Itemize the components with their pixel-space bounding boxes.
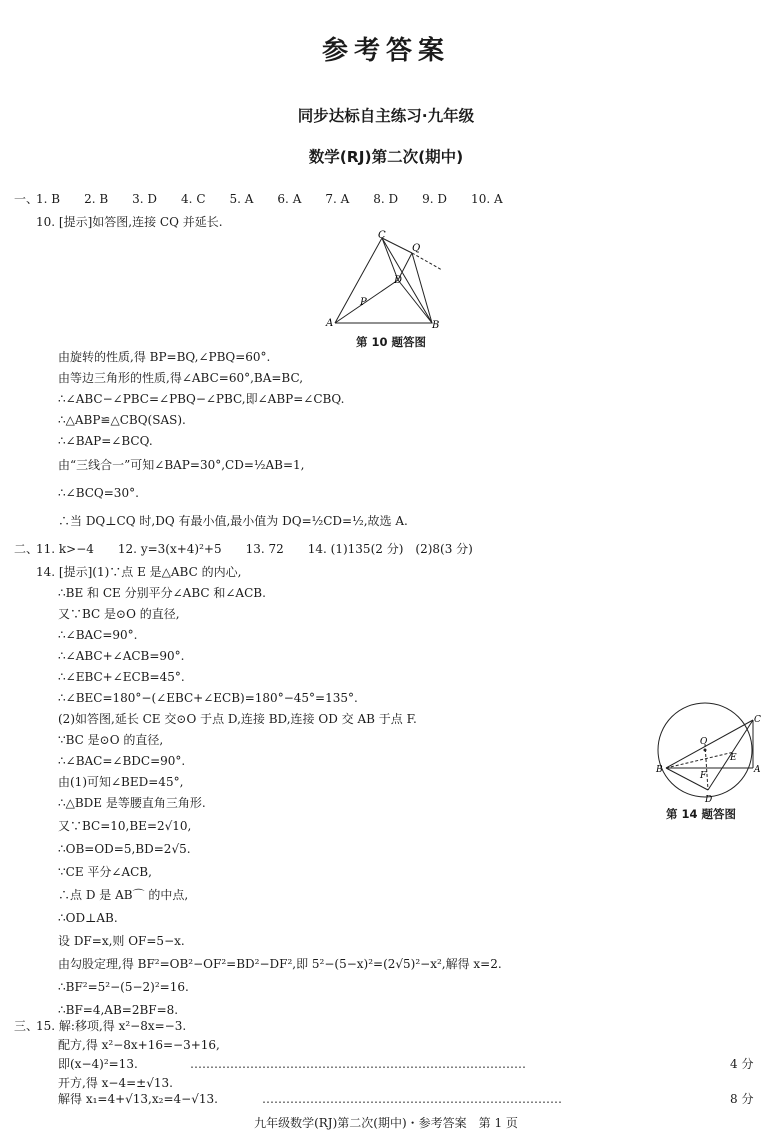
q14-label-b: B xyxy=(656,765,663,775)
q14-line-3: 又∵BC 是⊙O 的直径, xyxy=(58,607,180,621)
q10-line-1: 由旋转的性质,得 BP=BQ,∠PBQ=60°. xyxy=(58,350,271,364)
q15-line-3: 即(x−4)²=13. xyxy=(58,1057,138,1071)
q14-line-15: ∵CE 平分∠ACB, xyxy=(58,865,152,879)
section2-answers: 11. k>−4 12. y=3(x+4)²+5 13. 72 14. (1)135(2 分) (2)8(3 分) xyxy=(36,542,473,556)
section1-prefix: 一、 xyxy=(14,192,39,206)
q10-label-a: A xyxy=(326,318,334,329)
q14-line-7: ∴∠BEC=180°−(∠EBC+∠ECB)=180°−45°=135°. xyxy=(58,691,358,705)
q14-line-5: ∴∠ABC+∠ACB=90°. xyxy=(58,649,185,663)
q14-line-21: ∴BF=4,AB=2BF=8. xyxy=(58,1003,179,1017)
q14-line-10: ∴∠BAC=∠BDC=90°. xyxy=(58,754,186,768)
q14-label-e: E xyxy=(730,753,737,763)
q15-score-1: 4 分 xyxy=(730,1057,754,1071)
page-title: 参考答案 xyxy=(321,36,450,66)
q10-label-q: Q xyxy=(412,243,421,254)
q14-line-6: ∴∠EBC+∠ECB=45°. xyxy=(58,670,185,684)
q14-line-18: 设 DF=x,则 OF=5−x. xyxy=(58,934,185,948)
score-leader-dots-2: ………………………………………………………………… xyxy=(262,1092,562,1106)
q14-line-16: ∴点 D 是 AB⌒ 的中点, xyxy=(58,888,189,902)
q14-line-14: ∴OB=OD=5,BD=2√5. xyxy=(58,842,191,856)
q10-label-p: P xyxy=(360,297,367,308)
q14-line-1: 14. [提示](1)∵点 E 是△ABC 的内心, xyxy=(36,565,242,579)
q14-line-19: 由勾股定理,得 BF²=OB²−OF²=BD²−DF²,即 5²−(5−x)²=(2√5)²−x²,解得 x=2. xyxy=(58,957,502,971)
q15-line-2: 配方,得 x²−8x+16=−3+16, xyxy=(58,1038,220,1052)
q14-line-20: ∴BF²=5²−(5−2)²=16. xyxy=(58,980,189,994)
q15-line-4: 开方,得 x−4=±√13. xyxy=(58,1076,173,1090)
q10-figure-caption: 第 10 题答图 xyxy=(356,335,427,349)
q10-label-d: D xyxy=(394,275,403,286)
q14-line-4: ∴∠BAC=90°. xyxy=(58,628,138,642)
q14-line-11: 由(1)可知∠BED=45°, xyxy=(58,775,184,789)
section3-prefix: 三、 xyxy=(14,1019,39,1033)
q14-label-o: O xyxy=(700,737,708,747)
page-subtitle-series: 同步达标自主练习·九年级 xyxy=(297,107,475,125)
q15-score-2: 8 分 xyxy=(730,1092,754,1106)
q10-label-c: C xyxy=(378,230,386,241)
q14-label-f: F xyxy=(700,771,707,781)
q10-figure xyxy=(320,228,460,333)
q10-label-b: B xyxy=(432,320,440,331)
q14-figure-caption: 第 14 题答图 xyxy=(666,807,737,821)
q14-line-8: (2)如答图,延长 CE 交⊙O 于点 D,连接 BD,连接 OD 交 AB 于点 F. xyxy=(58,712,417,726)
page-subtitle-exam: 数学(RJ)第二次(期中) xyxy=(308,148,464,166)
q10-line-5: ∴∠BAP=∠BCQ. xyxy=(58,434,153,448)
q14-line-12: ∴△BDE 是等腰直角三角形. xyxy=(58,796,206,810)
section2-prefix: 二、 xyxy=(14,542,39,556)
q14-line-2: ∴BE 和 CE 分别平分∠ABC 和∠ACB. xyxy=(58,586,266,600)
q14-line-9: ∵BC 是⊙O 的直径, xyxy=(58,733,164,747)
q10-hint: 10. [提示]如答图,连接 CQ 并延长. xyxy=(36,215,223,229)
q10-line-6: 由“三线合一”可知∠BAP=30°,CD=½AB=1, xyxy=(58,458,305,472)
q14-figure xyxy=(650,692,765,804)
q14-label-c: C xyxy=(754,715,761,725)
q14-line-13: 又∵BC=10,BE=2√10, xyxy=(58,819,192,833)
q10-line-7: ∴∠BCQ=30°. xyxy=(58,486,139,500)
q10-line-8: ∴当 DQ⊥CQ 时,DQ 有最小值,最小值为 DQ=½CD=½,故选 A. xyxy=(58,514,408,528)
page-footer: 九年级数学(RJ)第二次(期中)・参考答案 第 1 页 xyxy=(254,1116,518,1130)
score-leader-dots-1: ………………………………………………………………………… xyxy=(190,1057,526,1071)
q14-label-a: A xyxy=(754,765,761,775)
q15-line-5: 解得 x₁=4+√13,x₂=4−√13. xyxy=(58,1092,218,1106)
q10-line-2: 由等边三角形的性质,得∠ABC=60°,BA=BC, xyxy=(58,371,304,385)
q10-line-3: ∴∠ABC−∠PBC=∠PBQ−∠PBC,即∠ABP=∠CBQ. xyxy=(58,392,345,406)
q15-line-1: 15. 解:移项,得 x²−8x=−3. xyxy=(36,1019,187,1033)
section1-answers: 1. B 2. B 3. D 4. C 5. A 6. A 7. A 8. D 9. D 10. A xyxy=(36,192,503,206)
q14-label-d: D xyxy=(705,795,713,804)
q10-line-4: ∴△ABP≌△CBQ(SAS). xyxy=(58,413,186,427)
q14-line-17: ∴OD⊥AB. xyxy=(58,911,118,925)
